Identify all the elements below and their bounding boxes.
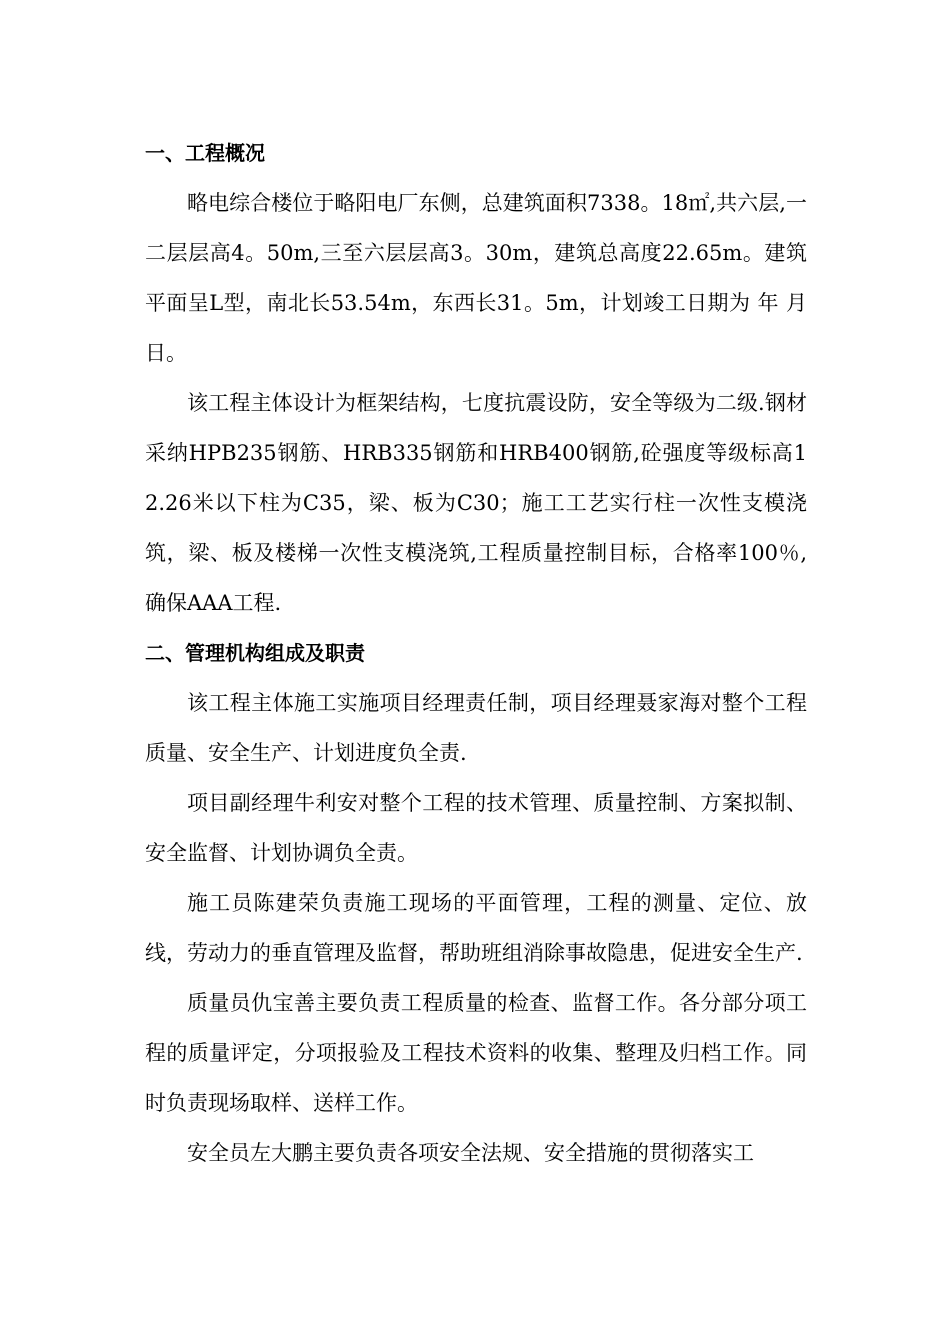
paragraph: 安全员左大鹏主要负责各项安全法规、安全措施的贯彻落实工 (187, 1141, 754, 1165)
document-body (145, 128, 807, 1178)
section-heading-management: 二、管理机构组成及职责 (145, 641, 365, 665)
paragraph: 项目副经理牛利安对整个工程的技术管理、质量控制、方案拟制、安全监督、计划协调负全责。 (145, 791, 807, 865)
paragraph: 该工程主体施工实施项目经理责任制，项目经理聂家海对整个工程质量、安全生产、计划进度负全责. (145, 691, 807, 765)
paragraph: 质量员仇宝善主要负责工程质量的检查、监督工作。各分部分项工程的质量评定，分项报验及工程技术资料的收集、整理及归档工作。同时负责现场取样、送样工作。 (145, 991, 807, 1115)
section-heading-overview: 一、工程概况 (145, 141, 265, 165)
paragraph: 施工员陈建荣负责施工现场的平面管理，工程的测量、定位、放线，劳动力的垂直管理及监督，帮助班组消除事故隐患，促进安全生产. (145, 891, 807, 965)
paragraph: 该工程主体设计为框架结构，七度抗震设防，安全等级为二级.钢材采纳HPB235钢筋、HRB335钢筋和HRB400钢筋,砼强度等级标高12.26米以下柱为C35，梁、板为C30；施工工艺实行柱一次性支模浇筑，梁、板及楼梯一次性支模浇筑,工程质量控制目标，合格率100％,确保AAA工程. (145, 391, 807, 615)
paragraph: 略电综合楼位于略阳电厂东侧，总建筑面积7338。18㎡,共六层,一二层层高4。50m,三至六层层高3。30m，建筑总高度22.65m。建筑平面呈L型，南北长53.54m，东西长31。5m，计划竣工日期为 年 月 日。 (145, 191, 807, 365)
